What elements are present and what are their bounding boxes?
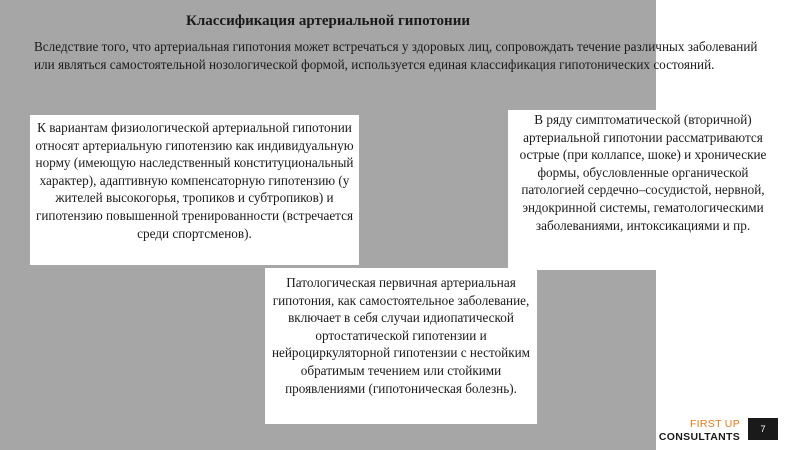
primary-hypotension-box: Патологическая первичная артериальная гипотония, как самостоятельное заболевание, включает в себя случаи идиопатической ортостатической гипотензии и нейроциркуляторной гипотензии с нестойким обратимым течением или стойкими проявлениями (гипотоническая болезнь). xyxy=(265,268,537,424)
physiological-hypotension-box: К вариантам физиологической артериальной гипотонии относят артериальную гипотензию как индивидуальную норму (имеющую наследственный конституциональный характер), адаптивную компенсаторную гипотензию (у жителей высокогорья, тропиков и субтропиков) и гипотензию повышенной тренированности (встречается среди спортсменов). xyxy=(30,115,359,265)
page-number: 7 xyxy=(748,418,778,440)
brand-logo-text xyxy=(659,418,740,444)
brand-line-2: CONSULTANTS xyxy=(658,431,740,443)
brand-line-1: FIRST UP xyxy=(689,418,740,430)
intro-paragraph: Вследствие того, что артериальная гипотония может встречаться у здоровых лиц, сопровождать течение различных заболеваний или являться самостоятельной нозологической формой, используется единая классификация гипотонических состояний. xyxy=(34,39,758,72)
symptomatic-hypotension-box: В ряду симптоматической (вторичной) артериальной гипотонии рассматриваются острые (при коллапсе, шоке) и хронические формы, обусловленные органической патологией сердечно–сосудистой, нервной, эндокринной системы, гематологическими заболеваниями, интоксикациями и пр. xyxy=(508,110,778,270)
slide-title: Классификация артериальной гипотонии xyxy=(185,13,470,29)
